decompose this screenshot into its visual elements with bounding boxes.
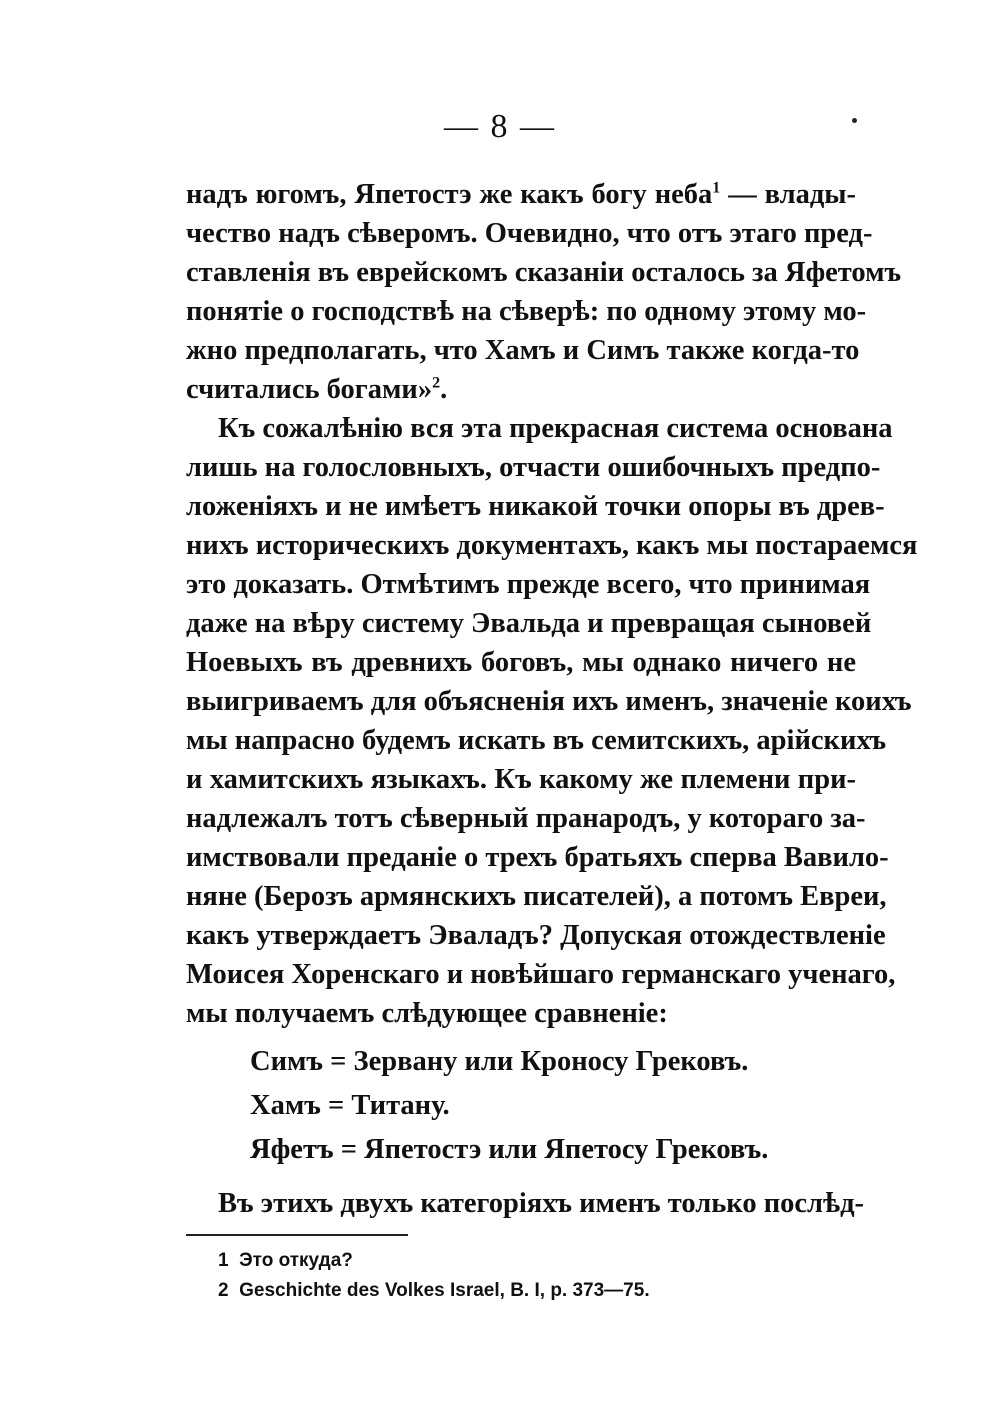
text-line: это доказать. Отмѣтимъ прежде всего, что принимая	[186, 569, 871, 600]
text-line: какъ утверждаетъ Эваладъ? Допуская отождествленіе	[186, 920, 886, 951]
footnote-mark: 1	[218, 1250, 229, 1271]
footnote-text: Geschichte des Volkes Israel, B. I, p. 373—75.	[239, 1280, 650, 1301]
footnote-ref: 2	[432, 374, 441, 392]
text-fragment: — влады-	[728, 179, 857, 210]
footnote-text: Это откуда?	[239, 1250, 353, 1271]
text-line: Моисея Хоренскаго и новѣйшаго германскаго ученаго,	[186, 959, 896, 990]
equation-line: Яфетъ = Япетостэ или Япетосу Грековъ.	[250, 1134, 769, 1165]
text-line	[186, 175, 856, 214]
footnote-ref: 1	[712, 179, 721, 197]
text-line: даже на вѣру систему Эвальда и превращая сыновей	[186, 608, 872, 639]
text-line: и хамитскихъ языкахъ. Къ какому же племени при-	[186, 764, 856, 795]
text-line: лишь на голословныхъ, отчасти ошибочныхъ предпо-	[186, 452, 881, 483]
page-number: — 8 —	[444, 108, 556, 145]
text-line: мы напрасно будемъ искать въ семитскихъ, арійскихъ	[186, 725, 887, 756]
text-line: ставленія въ еврейскомъ сказаніи осталось за Яфетомъ	[186, 257, 902, 288]
text-fragment: .	[440, 374, 448, 405]
text-line: нихъ историческихъ документахъ, какъ мы постараемся	[186, 530, 918, 561]
text-line: имствовали преданіе о трехъ братьяхъ сперва Вавило-	[186, 842, 889, 873]
equation-line: Хамъ = Титану.	[250, 1090, 450, 1121]
text-fragment: считались богами»	[186, 374, 433, 405]
text-line: ложеніяхъ и не имѣетъ никакой точки опоры въ древ-	[186, 491, 885, 522]
footnote	[218, 1250, 353, 1272]
text-line: мы получаемъ слѣдующее сравненіе:	[186, 998, 668, 1029]
text-line: Въ этихъ двухъ категоріяхъ именъ только послѣд-	[218, 1188, 865, 1219]
text-fragment: надъ югомъ, Япетостэ же какъ богу неба	[186, 179, 713, 210]
text-line	[186, 370, 856, 409]
print-speck	[852, 118, 857, 123]
text-line: Къ сожалѣнію вся эта прекрасная система основана	[218, 413, 893, 444]
equation-line: Симъ = Зервану или Кроносу Грековъ.	[250, 1046, 749, 1077]
text-line: надлежалъ тотъ сѣверный пранародъ, у котораго за-	[186, 803, 866, 834]
footnote	[218, 1280, 650, 1302]
text-line: выигриваемъ для объясненія ихъ именъ, значеніе коихъ	[186, 686, 912, 717]
footnote-mark: 2	[218, 1280, 229, 1301]
text-line: жно предполагать, что Хамъ и Симъ также когда-то	[186, 335, 860, 366]
text-line: понятіе о господствѣ на сѣверѣ: по одному этому мо-	[186, 296, 867, 327]
text-line: Ноевыхъ въ древнихъ боговъ, мы однако ничего не	[186, 647, 856, 678]
text-line: чество надъ сѣверомъ. Очевидно, что отъ этаго пред-	[186, 218, 873, 249]
text-line: няне (Берозъ армянскихъ писателей), а потомъ Евреи,	[186, 881, 887, 912]
footnote-divider	[186, 1234, 408, 1236]
